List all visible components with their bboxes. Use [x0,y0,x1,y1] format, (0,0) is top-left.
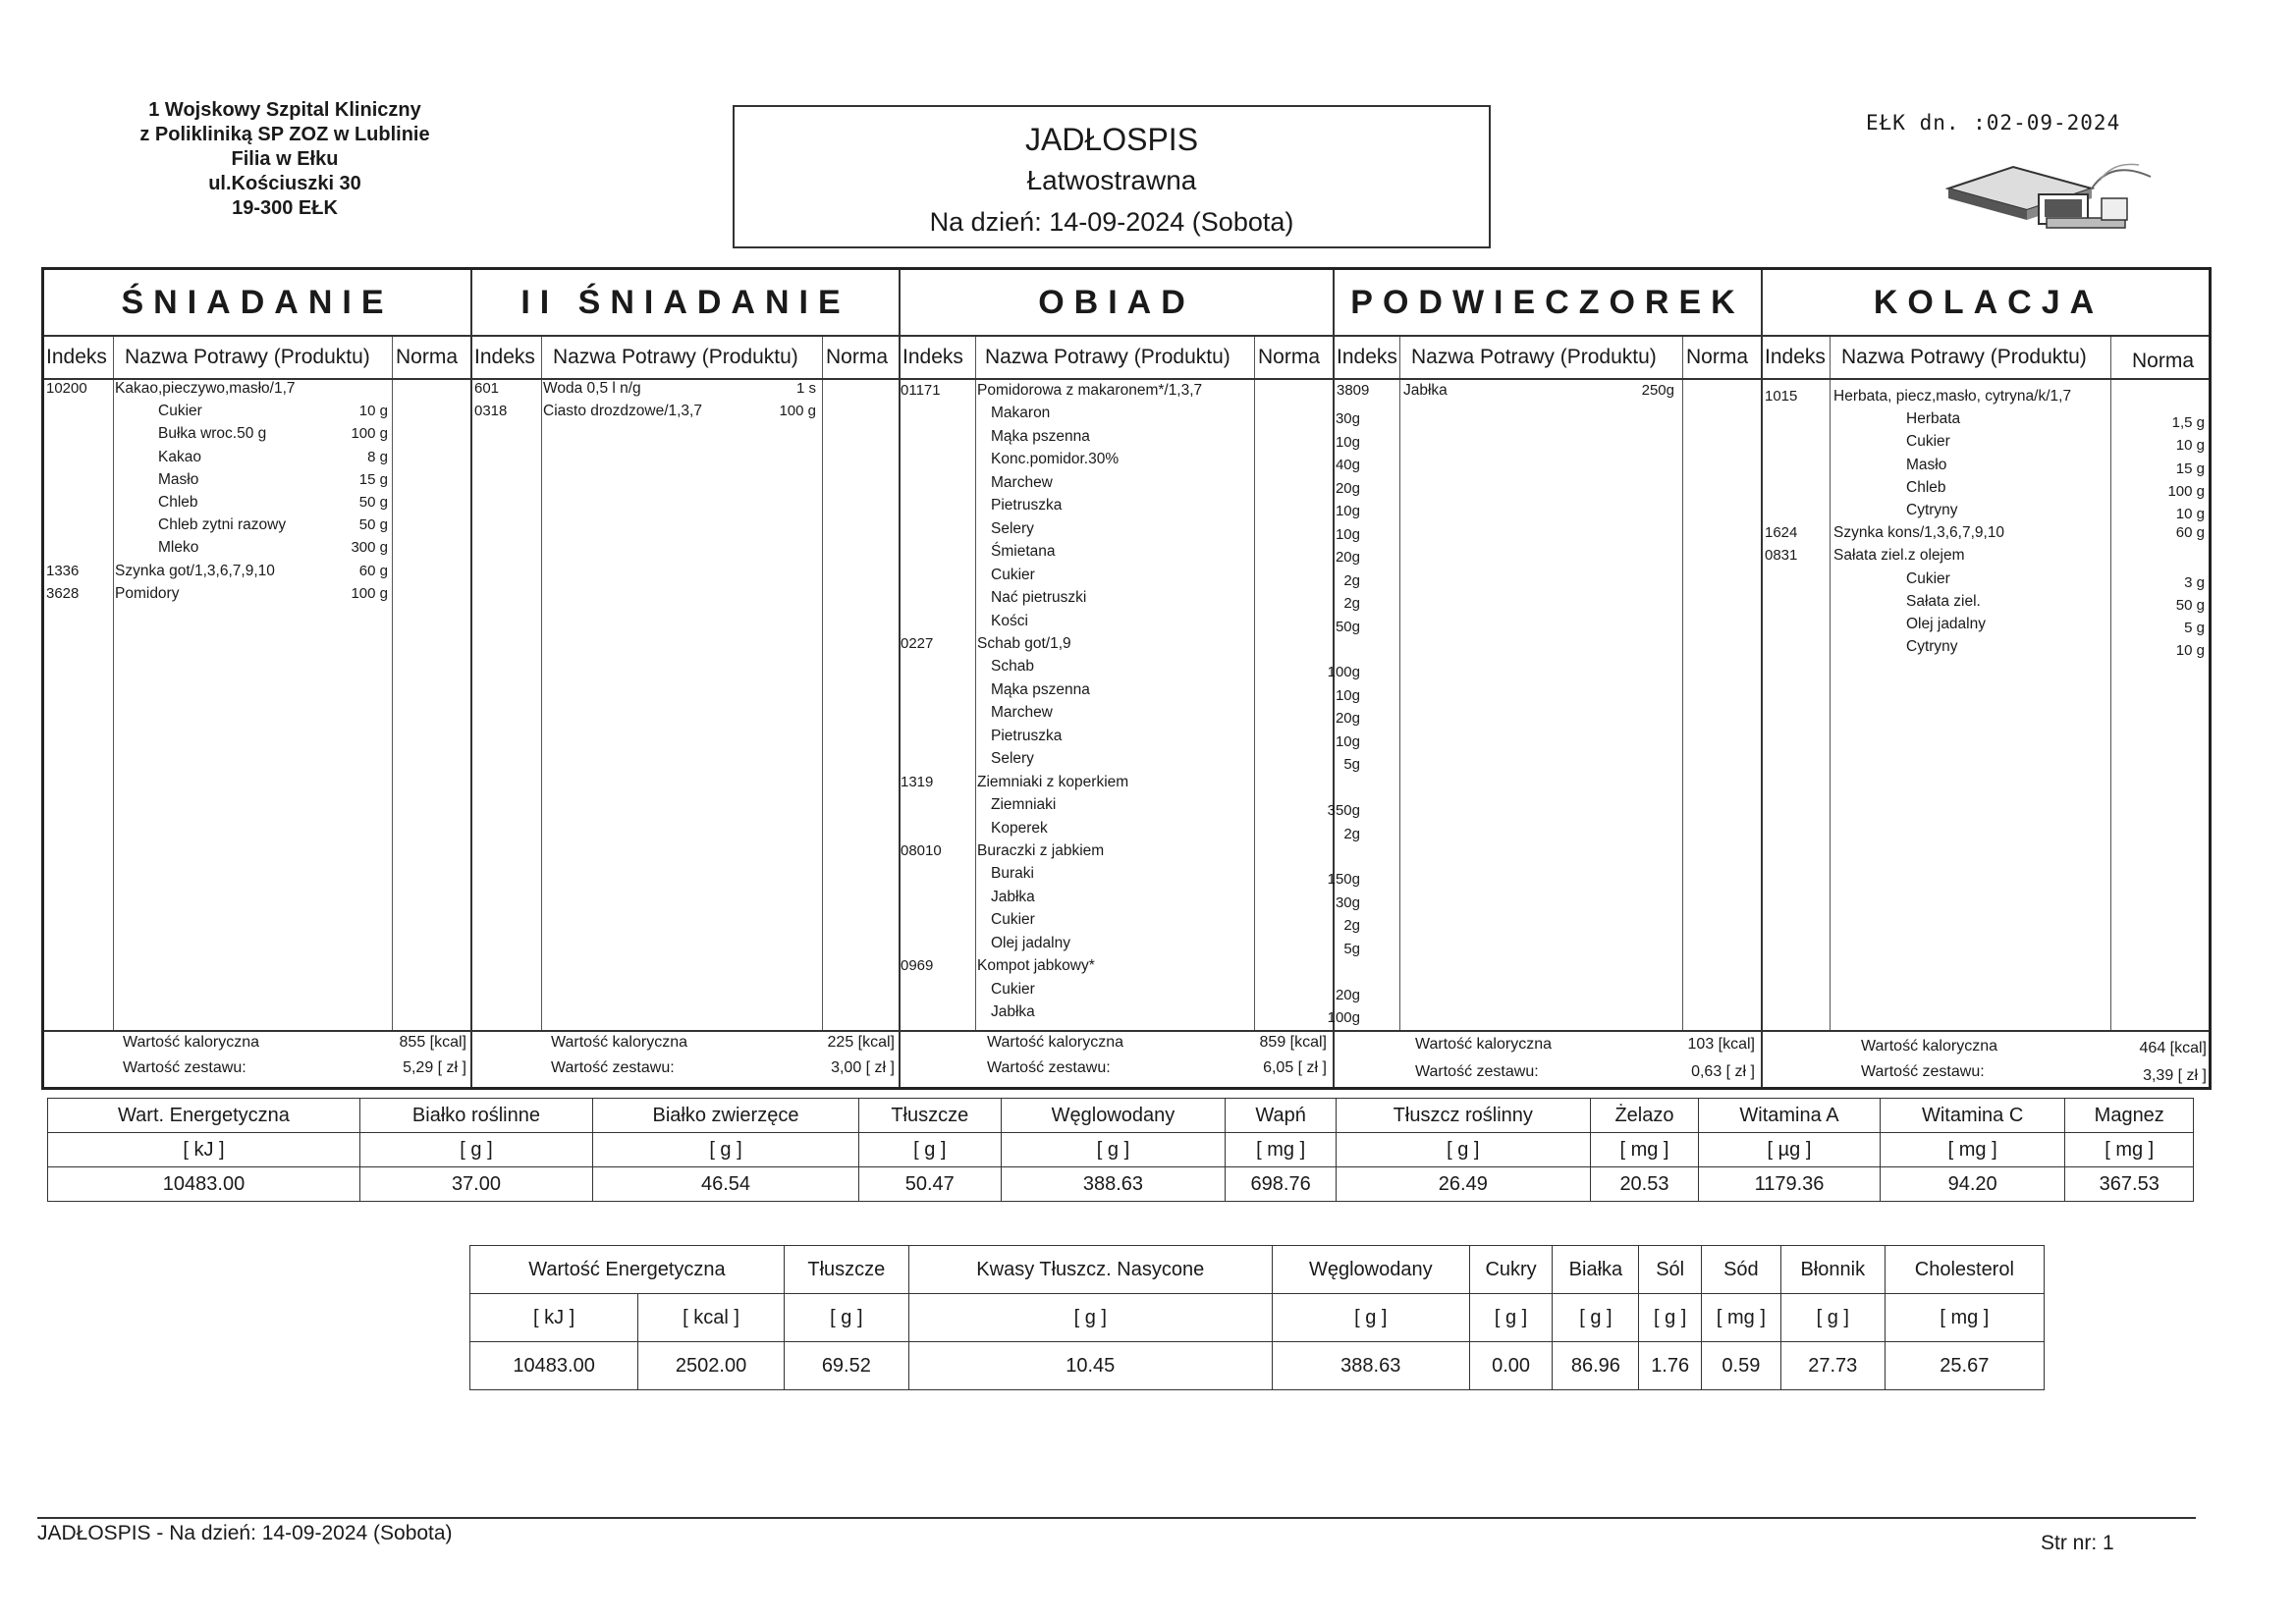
nutrient-unit: [ kJ ] [48,1133,360,1167]
lunch-cost-label: Wartość zestawu: [987,1059,1111,1076]
item-name: Szynka kons/1,3,6,7,9,10 [1833,524,2005,542]
item-norm: 2g [1343,571,1360,589]
item-index: 01171 [901,382,941,399]
document-title: JADŁOSPIS [1024,122,1199,157]
col-index-header: Indeks [1337,346,1397,368]
breakfast-cost-label: Wartość zestawu: [123,1059,246,1076]
nutrient-name: Witamina A [1699,1099,1881,1133]
item-name: Makaron [991,405,1051,422]
col-index-header: Indeks [902,346,963,368]
lunch-cost-value: 6,05 [ zł ] [1263,1059,1327,1076]
nutrient-name: Błonnik [1780,1246,1885,1294]
nutrient-name: Kwasy Tłuszcz. Nasycone [908,1246,1272,1294]
snack-kcal-value: 103 [kcal] [1687,1036,1755,1053]
nutrient-value: 388.63 [1272,1342,1469,1390]
nutrient-name: Węglowodany [1272,1246,1469,1294]
item-norm: 10 g [2175,642,2205,660]
item-norm: 15 g [2175,460,2205,477]
nutrient-unit: [ g ] [1639,1294,1701,1342]
item-index: 1319 [901,773,934,790]
item-name: Pomidorowa z makaronem*/1,3,7 [977,382,1203,399]
item-name: Chleb [1906,478,1946,496]
nutrient-name: Tłuszcze [859,1099,1001,1133]
nutrition-value-row [470,1342,2045,1390]
item-name: Cukier [1906,569,1950,587]
item-norm: 60 g [2175,524,2205,542]
hospital-line-5: 19-300 EŁK [232,197,338,219]
nutrient-value: 26.49 [1336,1167,1590,1202]
second-breakfast-kcal-value: 225 [kcal] [827,1034,895,1051]
nutrient-value: 20.53 [1590,1167,1698,1202]
item-norm: 100 g [779,403,816,420]
nutrient-value: 10483.00 [470,1342,638,1390]
item-name: Olej jadalny [1906,616,1986,632]
item-norm: 5 g [2184,620,2205,636]
item-index: 0318 [474,403,508,420]
item-name: Mąka pszenna [991,680,1090,698]
item-name: Selery [991,750,1034,768]
meal-title-supper: KOLACJA [1873,284,2105,321]
nutrient-value: 46.54 [592,1167,858,1202]
item-norm: 100 g [351,584,388,602]
item-name: Ziemniaki [991,796,1057,814]
nutrient-value: 69.52 [784,1342,908,1390]
nutrient-value: 25.67 [1885,1342,2044,1390]
nutrient-unit: [ mg ] [1880,1133,2065,1167]
snack-cost-value: 0,63 [ zł ] [1691,1063,1755,1080]
nutrient-name: Sód [1701,1246,1780,1294]
menu-date: Na dzień: 14-09-2024 (Sobota) [929,207,1294,237]
item-index: 08010 [901,842,942,859]
item-name: Buraczki z jabkiem [977,842,1105,859]
nutrient-name: Żelazo [1590,1099,1698,1133]
item-index: 3809 [1337,382,1370,399]
nutrient-value: 1.76 [1639,1342,1701,1390]
nutrient-unit: [ g ] [1780,1294,1885,1342]
nutrient-value: 37.00 [359,1167,592,1202]
item-name: Masło [1906,456,1947,473]
col-name-header: Nazwa Potrawy (Produktu) [125,346,370,368]
item-norm: 30g [1335,410,1360,428]
item-norm: 10g [1335,525,1360,543]
item-name: Konc.pomidor.30% [991,451,1120,468]
item-norm: 2g [1343,595,1360,613]
nutrient-name: Wartość Energetyczna [470,1246,785,1294]
col-norm-header: Norma [2132,350,2195,372]
item-norm: 100 g [2167,482,2205,500]
item-norm: 10g [1335,433,1360,451]
hospital-address [98,98,471,221]
second-breakfast-cost-value: 3,00 [ zł ] [831,1059,895,1076]
item-norm: 2g [1343,825,1360,842]
col-norm-header: Norma [826,346,889,368]
item-index: 1624 [1765,524,1798,542]
item-name: Cukier [991,566,1035,583]
nutrient-unit: [ g ] [359,1133,592,1167]
nutrient-value: 10483.00 [48,1167,360,1202]
item-name: Buraki [991,865,1034,883]
item-name: Chleb [158,494,198,511]
item-norm: 250g [1641,382,1674,399]
item-norm: 10g [1335,686,1360,704]
item-name: Bułka wroc.50 g [158,425,267,443]
lunch-kcal-label: Wartość kaloryczna [987,1034,1123,1051]
item-norm: 20g [1335,986,1360,1003]
col-index-header: Indeks [474,346,535,368]
item-norm: 100g [1327,664,1360,681]
nutrient-unit: [ g ] [1001,1133,1226,1167]
nutrient-value: 0.59 [1701,1342,1780,1390]
item-norm: 1,5 g [2171,414,2205,432]
menu-grid [41,267,2212,1090]
snack-cost-label: Wartość zestawu: [1415,1063,1539,1080]
hospital-line-2: z Polikliniką SP ZOZ w Lublinie [139,124,430,145]
nutrient-value: 1179.36 [1699,1167,1881,1202]
nutrient-unit: [ mg ] [1590,1133,1698,1167]
col-name-header: Nazwa Potrawy (Produktu) [1411,346,1657,368]
nutrient-value: 94.20 [1880,1167,2065,1202]
item-norm: 20g [1335,479,1360,497]
item-name: Woda 0,5 l n/g [543,380,641,397]
item-norm: 10g [1335,503,1360,520]
nutrition-unit-row [48,1133,2194,1167]
nutrient-value: 2502.00 [638,1342,785,1390]
item-norm: 350g [1327,802,1360,820]
item-index: 10200 [46,380,87,397]
breakfast-kcal-value: 855 [kcal] [399,1034,466,1051]
col-name-header: Nazwa Potrawy (Produktu) [985,346,1230,368]
item-index: 3628 [46,584,80,602]
col-name-header: Nazwa Potrawy (Produktu) [553,346,798,368]
nutrient-unit: [ g ] [1553,1294,1639,1342]
nutrient-name: Białka [1553,1246,1639,1294]
item-name: Schab [991,658,1034,676]
nutrient-name: Wapń [1226,1099,1336,1133]
item-norm: 5g [1343,756,1360,774]
nutrition-table-2 [469,1245,2045,1390]
item-name: Masło [158,470,199,488]
diet-name: Łatwostrawna [1026,165,1197,195]
nutrient-value: 388.63 [1001,1167,1226,1202]
hospital-line-3: Filia w Ełku [231,148,339,170]
nutrient-value: 698.76 [1226,1167,1336,1202]
nutrient-name: Witamina C [1880,1099,2065,1133]
footer-text: JADŁOSPIS - Na dzień: 14-09-2024 (Sobota) [37,1522,453,1544]
item-name: Cytryny [1906,638,1958,656]
item-norm: 10g [1335,732,1360,750]
item-name: Ziemniaki z koperkiem [977,773,1129,790]
nutrient-name: Tłuszcz roślinny [1336,1099,1590,1133]
nutrient-unit: [ g ] [1469,1294,1553,1342]
item-norm: 40g [1335,457,1360,474]
item-norm: 50 g [358,516,388,534]
item-name: Cukier [158,403,202,420]
nutrient-value: 10.45 [908,1342,1272,1390]
item-name: Śmietana [991,543,1056,561]
nutrient-unit: [ g ] [1272,1294,1469,1342]
item-name: Kakao [158,448,201,465]
item-name: Sałata ziel.z olejem [1833,547,1965,565]
second-breakfast-cost-label: Wartość zestawu: [551,1059,675,1076]
nutrient-name: Sól [1639,1246,1701,1294]
item-name: Jabłka [991,1003,1035,1021]
nutrient-name: Węglowodany [1001,1099,1226,1133]
nutrient-unit: [ mg ] [1885,1294,2044,1342]
item-norm: 50 g [2175,596,2205,614]
col-norm-header: Norma [1686,346,1749,368]
nutrient-value: 50.47 [859,1167,1001,1202]
issue-date: EŁK dn. :02-09-2024 [1866,111,2121,135]
item-norm: 30g [1335,893,1360,911]
item-norm: 60 g [358,562,388,579]
meal-title-breakfast: ŚNIADANIE [121,284,394,321]
nutrient-name: Tłuszcze [784,1246,908,1294]
nutrient-unit: [ g ] [784,1294,908,1342]
supper-cost-value: 3,39 [ zł ] [2143,1067,2207,1084]
nutrient-name: Białko zwierzęce [592,1099,858,1133]
nutrient-value: 86.96 [1553,1342,1639,1390]
item-norm: 50g [1335,618,1360,635]
item-name: Ciasto drozdzowe/1,3,7 [543,403,702,420]
hospital-line-4: ul.Kościuszki 30 [208,173,361,194]
item-name: Pietruszka [991,497,1063,514]
item-norm: 5g [1343,940,1360,957]
second-breakfast-kcal-label: Wartość kaloryczna [551,1034,687,1051]
item-name: Jabłka [1403,382,1448,399]
item-name: Kompot jabkowy* [977,957,1095,975]
nutrient-value: 27.73 [1780,1342,1885,1390]
item-name: Herbata [1906,410,1961,428]
item-norm: 2g [1343,917,1360,935]
item-name: Marchew [991,704,1053,722]
nutrient-unit: [ µg ] [1699,1133,1881,1167]
item-name: Selery [991,519,1034,537]
meal-title-lunch: OBIAD [1038,284,1195,321]
supper-kcal-label: Wartość kaloryczna [1861,1038,1997,1055]
item-name: Schab got/1,9 [977,634,1071,652]
nutrition-header-row [470,1246,2045,1294]
nutrient-unit: [ g ] [859,1133,1001,1167]
item-norm: 100g [1327,1009,1360,1027]
title-box [733,105,1491,248]
nutrient-unit: [ mg ] [2065,1133,2194,1167]
nutrition-table-1 [47,1098,2194,1202]
item-norm: 50 g [358,494,388,511]
col-index-header: Indeks [1765,346,1826,368]
item-norm: 3 g [2184,573,2205,591]
nutrient-unit: [ kcal ] [638,1294,785,1342]
item-name: Mleko [158,539,199,557]
nutrient-unit: [ g ] [592,1133,858,1167]
item-name: Nać pietruszki [991,589,1087,607]
supper-kcal-value: 464 [kcal] [2139,1040,2207,1056]
item-norm: 20g [1335,549,1360,567]
nutrient-unit: [ kJ ] [470,1294,638,1342]
item-name: Mąka pszenna [991,427,1090,445]
item-name: Jabłka [991,888,1035,905]
nutrient-unit: [ mg ] [1226,1133,1336,1167]
breakfast-kcal-label: Wartość kaloryczna [123,1034,259,1051]
item-name: Pomidory [115,584,180,602]
meal-title-snack: PODWIECZOREK [1350,284,1745,321]
item-name: Sałata ziel. [1906,592,1981,610]
nutrient-value: 367.53 [2065,1167,2194,1202]
item-index: 1015 [1765,388,1798,405]
item-name: Szynka got/1,3,6,7,9,10 [115,562,275,579]
item-name: Olej jadalny [991,934,1070,951]
item-name: Herbata, piecz,masło, cytryna/k/1,7 [1833,388,2072,405]
snack-kcal-label: Wartość kaloryczna [1415,1036,1552,1053]
nutrient-name: Cukry [1469,1246,1553,1294]
nutrient-unit: [ g ] [908,1294,1272,1342]
item-norm: 8 g [367,448,388,465]
item-norm: 150g [1327,871,1360,889]
item-name: Kakao,pieczywo,masło/1,7 [115,380,296,397]
col-norm-header: Norma [1258,346,1321,368]
item-norm: 300 g [351,539,388,557]
item-norm: 15 g [358,470,388,488]
footer-rule [37,1517,2196,1519]
item-index: 0969 [901,957,934,975]
item-norm: 10 g [2175,506,2205,522]
nutrition-header-row [48,1099,2194,1133]
nutrient-unit: [ mg ] [1701,1294,1780,1342]
nutrition-unit-row [470,1294,2045,1342]
hospital-line-1: 1 Wojskowy Szpital Kliniczny [148,99,421,121]
breakfast-cost-value: 5,29 [ zł ] [403,1059,466,1076]
lunch-kcal-value: 859 [kcal] [1259,1034,1327,1051]
page-number: Str nr: 1 [2041,1532,2114,1554]
item-name: Chleb zytni razowy [158,516,287,534]
meal-title-second-breakfast: II ŚNIADANIE [520,284,850,321]
col-name-header: Nazwa Potrawy (Produktu) [1841,346,2087,368]
nutrient-name: Wart. Energetyczna [48,1099,360,1133]
item-name: Cukier [1906,433,1950,451]
nutrient-name: Białko roślinne [359,1099,592,1133]
item-name: Cukier [991,911,1035,929]
item-index: 601 [474,380,500,397]
nutrient-name: Magnez [2065,1099,2194,1133]
item-name: Kości [991,612,1028,629]
nutrient-unit: [ g ] [1336,1133,1590,1167]
item-norm: 20g [1335,710,1360,728]
item-name: Cytryny [1906,502,1958,518]
item-index: 0227 [901,634,934,652]
book-computer-icon [1944,159,2180,247]
item-norm: 10 g [358,403,388,420]
item-norm: 100 g [351,425,388,443]
col-norm-header: Norma [396,346,459,368]
nutrient-name: Cholesterol [1885,1246,2044,1294]
item-norm: 10 g [2175,437,2205,455]
item-index: 0831 [1765,547,1798,565]
item-name: Pietruszka [991,727,1063,744]
nutrient-value: 0.00 [1469,1342,1553,1390]
item-name: Koperek [991,819,1048,837]
nutrition-value-row [48,1167,2194,1202]
item-name: Cukier [991,980,1035,998]
item-name: Marchew [991,473,1053,491]
item-norm: 1 s [795,380,816,397]
supper-cost-label: Wartość zestawu: [1861,1063,1985,1080]
item-index: 1336 [46,562,80,579]
col-index-header: Indeks [46,346,107,368]
